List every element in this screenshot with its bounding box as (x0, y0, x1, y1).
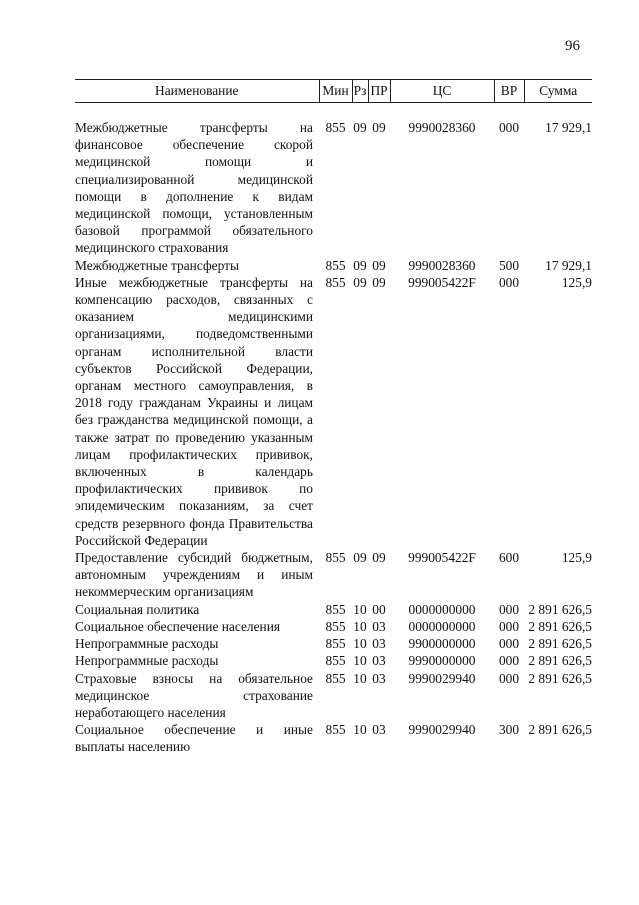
header-rz: Рз (352, 80, 368, 103)
cell-pr: 00 (372, 601, 386, 617)
cell-name: Социальная политика (75, 601, 200, 617)
cell-rz: 10 (353, 618, 367, 634)
cell-vr: 600 (498, 550, 520, 566)
table-row (75, 274, 592, 549)
cell-vr: 000 (498, 636, 520, 652)
cell-cs: 9990028360 (408, 257, 476, 273)
cell-rz: 09 (353, 550, 367, 566)
cell-cs: 0000000000 (408, 618, 476, 634)
cell-sum: 17 929,1 (545, 120, 592, 135)
cell-sum: 2 891 626,5 (528, 670, 592, 686)
cell-name: Предоставление субсидий бюджетным, автономным учреждениям и иным некоммерческим организациям (75, 550, 313, 600)
cell-sum: 2 891 626,5 (528, 636, 592, 652)
header-cs: ЦС (390, 80, 494, 103)
cell-pr: 09 (372, 120, 386, 135)
cell-pr: 09 (372, 274, 386, 290)
cell-min: 855 (325, 636, 346, 652)
cell-sum: 17 929,1 (545, 257, 592, 273)
cell-pr: 09 (372, 550, 386, 566)
header-name: Наименование (75, 80, 319, 103)
table-row (75, 601, 592, 618)
cell-min: 855 (325, 653, 346, 669)
cell-cs: 999005422F (408, 274, 476, 290)
cell-rz: 10 (353, 636, 367, 652)
cell-sum: 125,9 (561, 274, 592, 290)
cell-min: 855 (325, 550, 346, 566)
cell-name: Иные межбюджетные трансферты на компенсацию расходов, связанных с оказанием медицинскими организациями, подведомственными органам исполнительной власти субъектов Российской Федерации, органам местного самоуправления, в 2018 году гражданам Украины и лицам без гражданства медицинской помощи, а также затрат по проведению указанным лицам профилактических прививок, включенных в календарь профилактических прививок по эпидемическим показаниям, за счет средств резервного фонда Правительства Российской Федерации (75, 274, 313, 548)
table-row (75, 670, 592, 722)
cell-min: 855 (325, 618, 346, 634)
cell-rz: 10 (353, 670, 367, 686)
cell-rz: 10 (353, 653, 367, 669)
spacer-cell (75, 103, 592, 120)
cell-cs: 0000000000 (408, 601, 476, 617)
header-vr: ВР (494, 80, 524, 103)
cell-sum: 2 891 626,5 (528, 618, 592, 634)
cell-pr: 03 (372, 670, 386, 686)
header-spacer (75, 103, 592, 120)
cell-name: Социальное обеспечение и иные выплаты населению (75, 722, 313, 755)
cell-cs: 9990029940 (408, 722, 476, 738)
cell-rz: 09 (353, 274, 367, 290)
page-number: 96 (565, 38, 580, 54)
table-row (75, 119, 592, 257)
cell-name: Непрограммные расходы (75, 653, 219, 669)
cell-cs: 9990029940 (408, 670, 476, 686)
cell-vr: 000 (498, 120, 520, 135)
table-row (75, 635, 592, 652)
header-row (75, 80, 592, 103)
cell-min: 855 (325, 274, 346, 290)
cell-vr: 000 (498, 653, 520, 669)
cell-pr: 03 (372, 722, 386, 738)
table-row (75, 257, 592, 274)
table-body (75, 103, 592, 756)
cell-vr: 500 (498, 257, 520, 273)
header-pr: ПР (368, 80, 390, 103)
cell-cs: 999005422F (408, 550, 476, 566)
cell-vr: 000 (498, 618, 520, 634)
cell-name: Непрограммные расходы (75, 636, 219, 652)
cell-min: 855 (325, 601, 346, 617)
cell-name: Страховые взносы на обязательное медицинское страхование неработающего населения (75, 670, 313, 720)
cell-rz: 09 (353, 257, 367, 273)
cell-vr: 000 (498, 670, 520, 686)
table-row (75, 549, 592, 601)
cell-min: 855 (325, 670, 346, 686)
cell-min: 855 (325, 257, 346, 273)
cell-vr: 000 (498, 601, 520, 617)
cell-name: Социальное обеспечение населения (75, 618, 281, 634)
table-header (75, 80, 592, 103)
cell-sum: 2 891 626,5 (528, 722, 592, 738)
cell-pr: 03 (372, 653, 386, 669)
cell-pr: 09 (372, 257, 386, 273)
cell-pr: 03 (372, 618, 386, 634)
table-row (75, 652, 592, 669)
cell-sum: 2 891 626,5 (528, 601, 592, 617)
cell-cs: 9990028360 (408, 120, 476, 135)
budget-table (75, 79, 592, 756)
cell-rz: 10 (353, 601, 367, 617)
header-sum: Сумма (524, 80, 592, 103)
cell-min: 855 (325, 722, 346, 738)
header-min: Мин (319, 80, 352, 103)
cell-name: Межбюджетные трансферты на финансовое обеспечение скорой медицинской помощи и специализированной медицинской помощи в дополнение к видам медицинской помощи, установленным базовой программой обязательного медицинского страхования (75, 120, 313, 256)
table-row (75, 721, 592, 755)
cell-name: Межбюджетные трансферты (75, 257, 239, 273)
cell-sum: 125,9 (561, 550, 592, 566)
table-row (75, 618, 592, 635)
cell-min: 855 (325, 120, 346, 135)
cell-rz: 09 (353, 120, 367, 135)
cell-vr: 000 (498, 274, 520, 290)
cell-sum: 2 891 626,5 (528, 653, 592, 669)
cell-rz: 10 (353, 722, 367, 738)
cell-cs: 9990000000 (408, 653, 476, 669)
cell-vr: 300 (498, 722, 520, 738)
cell-cs: 9900000000 (408, 636, 476, 652)
cell-pr: 03 (372, 636, 386, 652)
